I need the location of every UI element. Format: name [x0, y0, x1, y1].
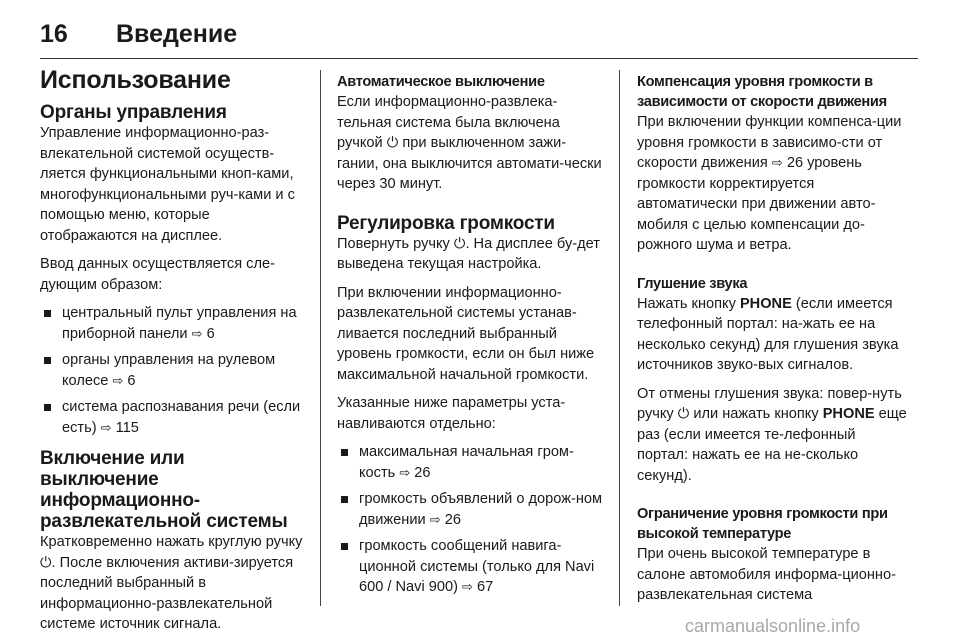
knob-icon: ⏻: [40, 554, 52, 571]
phone-button-label: PHONE: [822, 406, 875, 422]
list-item: громкость сообщений навига-ционной системы (только для Navi 600 / Navi 900) ⇨ 67: [337, 536, 605, 598]
page-ref[interactable]: 6: [206, 325, 215, 342]
page-ref-arrow-icon: ⇨: [429, 511, 441, 527]
paragraph: При очень высокой температуре в салоне автомобиля информа-ционно-развлекательная система: [637, 546, 896, 603]
compensation-heading: Компенсация уровня громкости в зависимости от скорости движения: [637, 74, 887, 110]
knob-icon: ⏻: [453, 235, 466, 252]
paragraph: Кратковременно нажать круглую ручку ⏻. После включения активи-зируется последний выбранный в информационно-развлекательной системе источник сигнала.: [40, 534, 303, 632]
page-ref-arrow-icon: ⇨: [399, 464, 411, 480]
paragraph: От отмены глушения звука: повер-нуть ручку ⏻ или нажать кнопку PHONE еще раз (если имеется те-лефонный портал: нажать ее на не-сколько секунд).: [637, 385, 907, 484]
knob-icon: ⏻: [677, 406, 690, 422]
list-item: максимальная начальная гром-кость ⇨ 26: [337, 442, 605, 483]
phone-button-label: PHONE: [739, 295, 792, 312]
controls-heading: Органы управления: [40, 102, 227, 123]
mute-heading: Глушение звука: [637, 275, 748, 292]
page-ref-arrow-icon: ⇨: [191, 325, 203, 341]
page-ref-arrow-icon: ⇨: [771, 155, 783, 170]
page-header: [40, 14, 237, 54]
page-ref[interactable]: 67: [477, 579, 494, 595]
input-list: [40, 303, 305, 438]
paragraph: Если информационно-развлека-тельная система была включена ручкой ⏻ при выключенном зажи-гании, она выключится автомати-чески через 30 минут.: [337, 94, 602, 192]
paragraph: Ввод данных осуществляется сле-дующим образом:: [40, 256, 275, 293]
paragraph: Нажать кнопку PHONE (если имеется телефонный портал: на-жать ее на несколько секунд) для глушения звука источников звуко-вых сигналов.: [637, 295, 899, 373]
page-ref[interactable]: 26: [444, 511, 461, 528]
list-item: центральный пульт управления на приборной панели ⇨ 6: [40, 303, 305, 344]
page-ref-arrow-icon: ⇨: [100, 419, 112, 435]
list-item: органы управления на рулевом колесе ⇨ 6: [40, 350, 305, 391]
paragraph: При включении функции компенса-ции уровня громкости в зависимо-сти от скорости движения ⇨ 26 уровень громкости корректируется автоматически при движении авто-мобиля с целью компенсации до-рожного шума и ветра.: [637, 114, 902, 253]
page-ref-arrow-icon: ⇨: [112, 372, 124, 388]
knob-icon: ⏻: [386, 135, 399, 151]
page-ref[interactable]: 26: [786, 155, 804, 171]
paragraph: При включении информационно-развлекательной системы устанав-ливается последний выбранный уровень громкости, если он был ниже максимальной начальной громкости.: [337, 284, 595, 383]
paragraph: Повернуть ручку ⏻. На дисплее бу-дет выведена текущая настройка.: [337, 235, 600, 272]
column-2: [337, 72, 605, 608]
page-ref[interactable]: 26: [414, 464, 431, 481]
page-ref[interactable]: 115: [115, 419, 139, 436]
auto-off-heading: Автоматическое выключение: [337, 74, 545, 90]
list-item: громкость объявлений о дорож-ном движении ⇨ 26: [337, 489, 605, 530]
paragraph: Управление информационно-раз-влекательной системой осуществ-ляется функциональными кноп-ками, многофункциональными руч-ками и с помощью меню, которые отображаются на дисплее.: [40, 125, 295, 244]
watermark: carmanualsonline.info: [685, 616, 861, 636]
column-1: [40, 66, 305, 643]
chapter-title: Введение: [116, 19, 238, 48]
list-item: система распознавания речи (если есть) ⇨ 115: [40, 397, 305, 438]
temperature-heading: Ограничение уровня громкости при высокой температуре: [637, 506, 888, 542]
power-heading: Включение или выключение информационно-развлекательной системы: [40, 448, 288, 532]
column-3: [637, 72, 907, 614]
page-ref[interactable]: 6: [127, 372, 136, 389]
volume-heading: Регулировка громкости: [337, 212, 555, 234]
page-number: 16: [40, 19, 68, 48]
section-title: Использование: [40, 66, 231, 94]
page-ref-arrow-icon: ⇨: [462, 579, 473, 594]
volume-settings-list: [337, 442, 605, 598]
column-divider: [320, 70, 321, 606]
header-rule: [40, 58, 918, 59]
paragraph: Указанные ниже параметры уста-навливаются отдельно:: [337, 395, 566, 432]
column-divider: [619, 70, 620, 606]
